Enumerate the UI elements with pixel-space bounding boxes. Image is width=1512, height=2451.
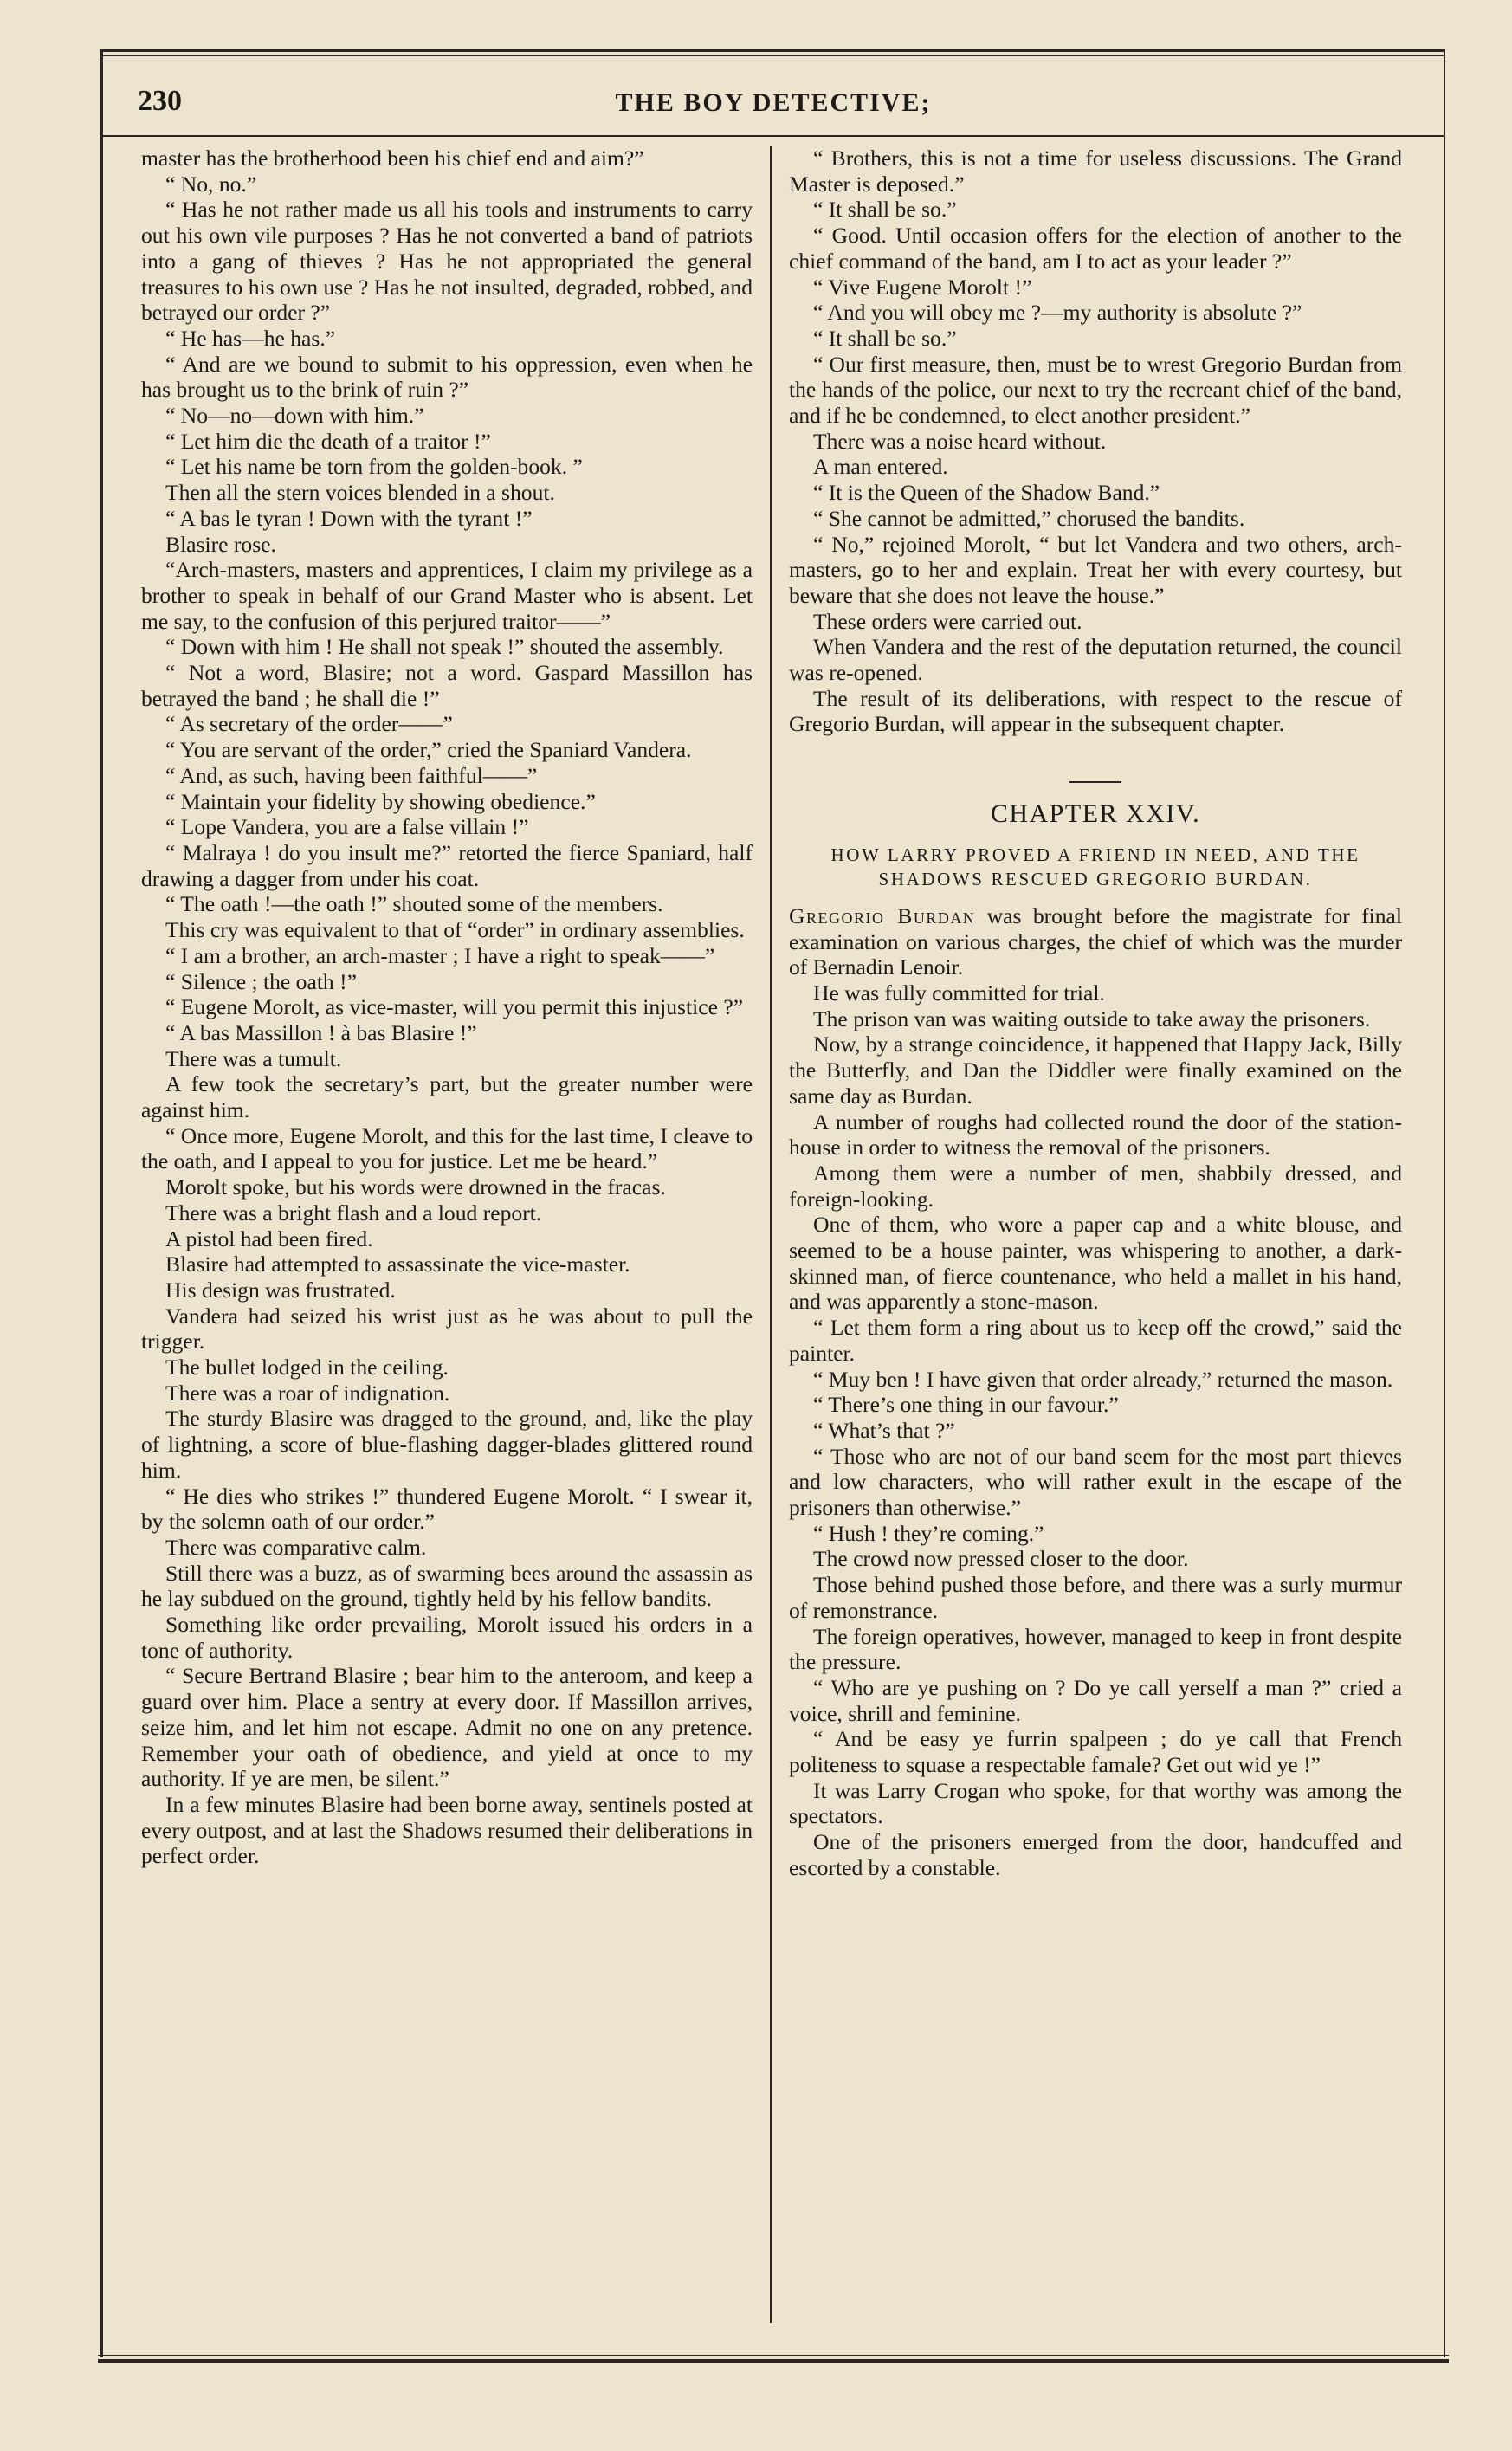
- paragraph: “ Malraya ! do you insult me?” retorted the fierce Spaniard, half drawing a dagger from under his coat.: [141, 839, 753, 891]
- paragraph: “ Let his name be torn from the golden-book. ”: [165, 454, 583, 480]
- top-rule-thin: [103, 55, 1444, 56]
- running-title: THE BOY DETECTIVE;: [615, 88, 932, 117]
- paragraph: “ Eugene Morolt, as vice-master, will you permit this injustice ?”: [165, 994, 744, 1020]
- paragraph: “ Our first measure, then, must be to wrest Gregorio Burdan from the hands of the police, our next to try the recreant chief of the band, and if he be condemned, to elect another president.”: [789, 351, 1402, 429]
- paragraph: “ I am a brother, an arch-master ; I have a right to speak——”: [165, 942, 715, 968]
- paragraph: A few took the secretary’s part, but the greater number were against him.: [141, 1071, 753, 1123]
- chapter-text: [789, 980, 1402, 1881]
- paragraph: “ And, as such, having been faithful——”: [165, 762, 538, 788]
- paragraph: This cry was equivalent to that of “order” in ordinary assemblies.: [165, 917, 745, 943]
- paragraph: “ He dies who strikes !” thundered Eugene Morolt. “ I swear it, by the solemn oath of our order.”: [141, 1483, 753, 1535]
- bottom-rule: [98, 2359, 1449, 2363]
- lead-name: Gregorio Burdan: [789, 902, 976, 928]
- paragraph: There was a noise heard without.: [813, 428, 1107, 454]
- paragraph: “ Brothers, this is not a time for useless discussions. The Grand Master is deposed.”: [789, 146, 1402, 197]
- paragraph: “ And you will obey me ?—my authority is absolute ?”: [813, 300, 1302, 326]
- paragraph: “ And are we bound to submit to his oppression, even when he has brought us to the brink of ruin ?”: [141, 351, 753, 403]
- page-header: [138, 85, 1409, 128]
- paragraph: Blasire had attempted to assassinate the vice-master.: [165, 1251, 630, 1277]
- paragraph: “ No—no—down with him.”: [165, 403, 424, 429]
- section-separator: [789, 763, 1402, 773]
- paragraph: “ Vive Eugene Morolt !”: [813, 274, 1032, 300]
- paragraph: The result of its deliberations, with respect to the rescue of Gregorio Burdan, will appear in the subsequent chapter.: [789, 685, 1402, 737]
- paragraph: “ No,” rejoined Morolt, “ but let Vandera and two others, arch-masters, go to her and explain. Treat her with every courtesy, but beware that she does not leave the house.”: [789, 531, 1402, 608]
- paragraph: “ She cannot be admitted,” chorused the bandits.: [813, 505, 1245, 531]
- book-page: [100, 49, 1445, 2357]
- paragraph: “ It shall be so.”: [813, 197, 957, 223]
- paragraph: These orders were carried out.: [813, 608, 1082, 634]
- paragraph: “ Once more, Eugene Morolt, and this for the last time, I cleave to the oath, and I appeal to you for justice. Let me be heard.”: [141, 1122, 753, 1174]
- paragraph: “ As secretary of the order——”: [165, 711, 453, 737]
- paragraph: “ Good. Until occasion offers for the election of another to the chief command of the band, am I to act as your leader ?”: [789, 223, 1402, 274]
- paragraph: “ Hush ! they’re coming.”: [813, 1520, 1044, 1546]
- paragraph: “ A bas le tyran ! Down with the tyrant !”: [165, 505, 533, 531]
- paragraph: “ It shall be so.”: [813, 325, 957, 351]
- lead-rest: was brought before the magistrate for final examination on various charges, the chief of which was the murder of Bernadin Lenoir.: [789, 902, 1402, 980]
- column-divider: [770, 146, 772, 2323]
- paragraph: There was a bright flash and a loud report.: [165, 1200, 542, 1226]
- paragraph: In a few minutes Blasire had been borne away, sentinels posted at every outpost, and at last the Shadows resumed their deliberations in perfect order.: [141, 1792, 753, 1869]
- left-column: [141, 146, 753, 2340]
- paragraph: The crowd now pressed closer to the door.: [813, 1546, 1189, 1572]
- paragraph: When Vandera and the rest of the deputation returned, the council was re-opened.: [789, 634, 1402, 686]
- paragraph: There was a tumult.: [165, 1045, 342, 1071]
- paragraph: His design was frustrated.: [165, 1277, 396, 1303]
- paragraph: Something like order prevailing, Morolt issued his orders in a tone of authority.: [141, 1612, 753, 1663]
- paragraph: A man entered.: [813, 454, 948, 480]
- paragraph: The sturdy Blasire was dragged to the ground, and, like the play of lightning, a score of blue-flashing dagger-blades glittered round him.: [141, 1406, 753, 1483]
- paragraph: “ There’s one thing in our favour.”: [813, 1392, 1119, 1418]
- paragraph: Then all the stern voices blended in a shout.: [165, 480, 555, 506]
- paragraph: “ And be easy ye furrin spalpeen ; do ye call that French politeness to squase a respectable famale? Get out wid ye !”: [789, 1726, 1402, 1778]
- header-rule: [103, 135, 1444, 137]
- paragraph: He was fully committed for trial.: [813, 980, 1105, 1006]
- paragraph: master has the brotherhood been his chief end and aim?”: [141, 146, 644, 171]
- paragraph: Among them were a number of men, shabbily dressed, and foreign-looking.: [789, 1160, 1402, 1212]
- paragraph: “ Those who are not of our band seem for the most part thieves and low characters, who will rather exult in the escape of the prisoners than otherwise.”: [789, 1443, 1402, 1521]
- right-column: [789, 146, 1402, 2340]
- paragraph: “ Muy ben ! I have given that order already,” returned the mason.: [813, 1366, 1393, 1392]
- paragraph: A number of roughs had collected round the door of the station-house in order to witness the removal of the prisoners.: [789, 1109, 1402, 1161]
- chapter-lead-paragraph: [789, 903, 1402, 980]
- paragraph: Those behind pushed those before, and there was a surly murmur of remonstrance.: [789, 1572, 1402, 1623]
- paragraph: “ You are servant of the order,” cried the Spaniard Vandera.: [165, 737, 692, 763]
- paragraph: “ A bas Massillon ! à bas Blasire !”: [165, 1019, 477, 1045]
- paragraph: “ The oath !—the oath !” shouted some of the members.: [165, 891, 663, 917]
- paragraph: “ Silence ; the oath !”: [165, 968, 358, 994]
- paragraph: “ Let them form a ring about us to keep off the crowd,” said the painter.: [789, 1315, 1402, 1366]
- paragraph: The foreign operatives, however, managed to keep in front despite the pressure.: [789, 1623, 1402, 1675]
- paragraph: “ Secure Bertrand Blasire ; bear him to the anteroom, and keep a guard over him. Place a sentry at every door. If Massillon arrives, seize him, and let him not escape. Admit no one on any pretence. Remember your oath of obedience, and yield at once to my authority. If ye are men, be silent.”: [141, 1663, 753, 1792]
- paragraph: Blasire rose.: [165, 531, 276, 557]
- paragraph: “ Who are ye pushing on ? Do ye call yerself a man ?” cried a voice, shrill and feminine.: [789, 1674, 1402, 1726]
- paragraph: “ Let him die the death of a traitor !”: [165, 428, 491, 454]
- paragraph: Now, by a strange coincidence, it happened that Happy Jack, Billy the Butterfly, and Dan the Diddler were finally examined on the same day as Burdan.: [789, 1031, 1402, 1109]
- paragraph: The prison van was waiting outside to take away the prisoners.: [813, 1006, 1371, 1031]
- paragraph: “ What’s that ?”: [813, 1417, 955, 1443]
- paragraph: There was comparative calm.: [165, 1534, 427, 1560]
- bottom-rule-thin: [98, 2355, 1449, 2356]
- paragraph: “ No, no.”: [165, 171, 257, 197]
- paragraph: “ Has he not rather made us all his tools and instruments to carry out his own vile purposes ? Has he not converted a band of patriots into a gang of thieves ? Has he not appropriated the general treasures to his own use ? Has he not insulted, degraded, robbed, and betrayed our order ?”: [141, 197, 753, 326]
- page-number: 230: [138, 85, 182, 117]
- paragraph: A pistol had been fired.: [165, 1226, 373, 1251]
- paragraph: It was Larry Crogan who spoke, for that worthy was among the spectators.: [789, 1777, 1402, 1829]
- paragraph: “ Not a word, Blasire; not a word. Gaspard Massillon has betrayed the band ; he shall die !”: [141, 660, 753, 711]
- paragraph: One of them, who wore a paper cap and a white blouse, and seemed to be a house painter, was whispering to another, a dark-skinned man, of fierce countenance, who held a mallet in his hand, and was apparently a stone-mason.: [789, 1212, 1402, 1315]
- paragraph: Still there was a buzz, as of swarming bees around the assassin as he lay subdued on the ground, tightly held by his fellow bandits.: [141, 1560, 753, 1612]
- paragraph: The bullet lodged in the ceiling.: [165, 1355, 449, 1381]
- right-column-text: [789, 146, 1402, 737]
- top-rule: [103, 49, 1444, 52]
- paragraph: “ He has—he has.”: [165, 325, 336, 351]
- paragraph: Morolt spoke, but his words were drowned in the fracas.: [165, 1174, 666, 1200]
- paragraph: There was a roar of indignation.: [165, 1380, 450, 1406]
- paragraph: “ Maintain your fidelity by showing obedience.”: [165, 788, 596, 814]
- paragraph: “ Lope Vandera, you are a false villain !”: [165, 814, 529, 840]
- paragraph: “ Down with him ! He shall not speak !” shouted the assembly.: [165, 634, 724, 660]
- paragraph: Vandera had seized his wrist just as he was about to pull the trigger.: [141, 1303, 753, 1355]
- chapter-title: CHAPTER XXIV.: [990, 799, 1201, 829]
- paragraph: One of the prisoners emerged from the door, handcuffed and escorted by a constable.: [789, 1829, 1402, 1880]
- paragraph: “Arch-masters, masters and apprentices, I claim my privilege as a brother to speak in behalf of our Grand Master who is absent. Let me say, to the confusion of this perjured traitor——”: [141, 557, 753, 634]
- paragraph: “ It is the Queen of the Shadow Band.”: [813, 480, 1160, 506]
- chapter-subtitle: HOW LARRY PROVED A FRIEND IN NEED, AND THE SHADOWS RESCUED GREGORIO BURDAN.: [830, 844, 1360, 889]
